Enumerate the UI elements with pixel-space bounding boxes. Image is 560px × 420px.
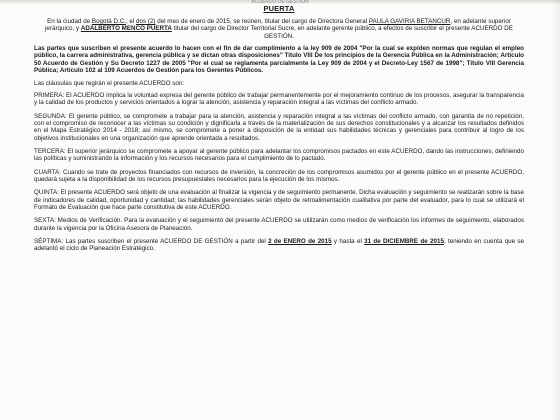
clause-cuarta: CUARTA: Cuando se trate de proyectos financiados con recursos de inversión, la concreción de los compromisos asumidos por el gerente público en el presente ACUERDO, quedará sujeta a la disponibilidad de los recursos presupuestales necesarios para la ejecución de los mismos. [34, 168, 524, 184]
start-date: 2 de ENERO de 2015 [268, 237, 332, 245]
heading-fragment: PUERTA [263, 4, 295, 13]
clause-segunda: SEGUNDA: El gerente público, se compromete a trabajar para la atención, asistencia y reparación integral a las víctimas del conflicto armado, con garantía de no repetición, con el compromiso de reconocer a las víctimas su condición y dignificarla a través de la materialización de sus derechos constitucionales y a alcanzar los resultados definidos en el Mapa Estratégico 2014 - 2018; así mismo, se compromete a poner a disposición de la entidad sus habilidades técnicas y gerenciales para contribuir al logro de los objetivos institucionales en una organización que aprende orientada a resultados. [34, 112, 524, 142]
clause-tercera: TERCERA: El superior jerárquico se compromete a apoyar al gerente público para adelantar los compromisos pactados en este ACUERDO, dando las instrucciones, definiendo las políticas y suministrando la información y los recursos necesarios para el cumplimiento de lo pactado. [34, 148, 524, 163]
clauses-intro: Las cláusulas que regirán el presente ACUERDO son: [34, 80, 185, 88]
cropped-header-fragment: ACUERDO DE GESTIÓN [0, 0, 560, 4]
day: dos (2) [136, 18, 156, 25]
city: Bogotá D.C. [91, 18, 126, 25]
clause-septima: SÉPTIMA: Las partes suscriben el presente ACUERDO DE GESTIÓN a partir del 2 de ENERO de 2015 y hasta el 31 de DICIEMBRE de 2015, teniendo en cuenta que se adelantó el ciclo de Planeación Estratégico. [34, 237, 524, 253]
clause-primera: PRIMERA: El ACUERDO implica la voluntad expresa del gerente público de trabajar permanentemente por el mejoramiento continuo de los procesos, asegurar la transparencia y la calidad de los productos y servicios orientados a lograr la atención, asistencia y reparación integral a las víctimas del conflicto armado. [34, 92, 524, 107]
scan-edge-shadow [552, 0, 560, 420]
end-date: 31 de DICIEMBRE de 2015 [364, 237, 444, 245]
director-general-name: PAULA GAVIRIA BETANCUR [368, 18, 451, 25]
clause-sexta: SEXTA: Medios de Verificación. Para la evaluación y el seguimiento del presente ACUERDO se utilizarán como medios de verificación los informes de seguimiento, elaborados durante la vigencia por la Oficina Asesora de Planeación. [34, 217, 524, 232]
legal-basis-paragraph: Las partes que suscriben el presente acuerdo lo hacen con el fin de dar cumplimiento a la ley 909 de 2004 "Por la cual se expiden normas que regulan el empleo público, la carrera administrativa, gerencia pública y se dictan otras disposiciones" Titulo VIII De los principios de la Gerencia Pública en la Administración; Artículo 50 Acuerdo de Gestión y Su Decreto 1227 de 2005 "Por el cual se reglamenta parcialmente la Ley 909 de 2004 y el Decreto-Ley 1567 de 1998"; Título VIII Gerencia Pública; Artículo 102 al 109 Acuerdos de Gestión para los Gerentes Públicos. [34, 44, 524, 74]
director-territorial-name: ADALBERTO MENCO PUERTA [80, 25, 172, 33]
clause-quinta: QUINTA: El presente ACUERDO será objeto de una evaluación al finalizar la vigencia y de seguimiento permanente. Dicha evaluación y seguimiento se realizarán sobre la base de indicadores de calidad, oportunidad y cantidad; las habilidades gerenciales serán objeto de retroalimentación cualitativa por parte del evaluador, para lo cual se utilizará el Formato de Evaluación que hace parte constitutiva de este ACUERDO. [34, 189, 524, 212]
intro-paragraph: En la ciudad de Bogotá D.C., el dos (2) del mes de enero de 2015, se reúnen, titular del cargo de Directora General PAULA GAVIRIA BETANCUR, en adelante superior jerárquico, y ADALBERTO MENCO PUERTA titular del cargo de Director Territorial Sucre, en adelante gerente público, a efectos de suscribir el presente ACUERDO DE GESTIÓN. [45, 18, 513, 40]
